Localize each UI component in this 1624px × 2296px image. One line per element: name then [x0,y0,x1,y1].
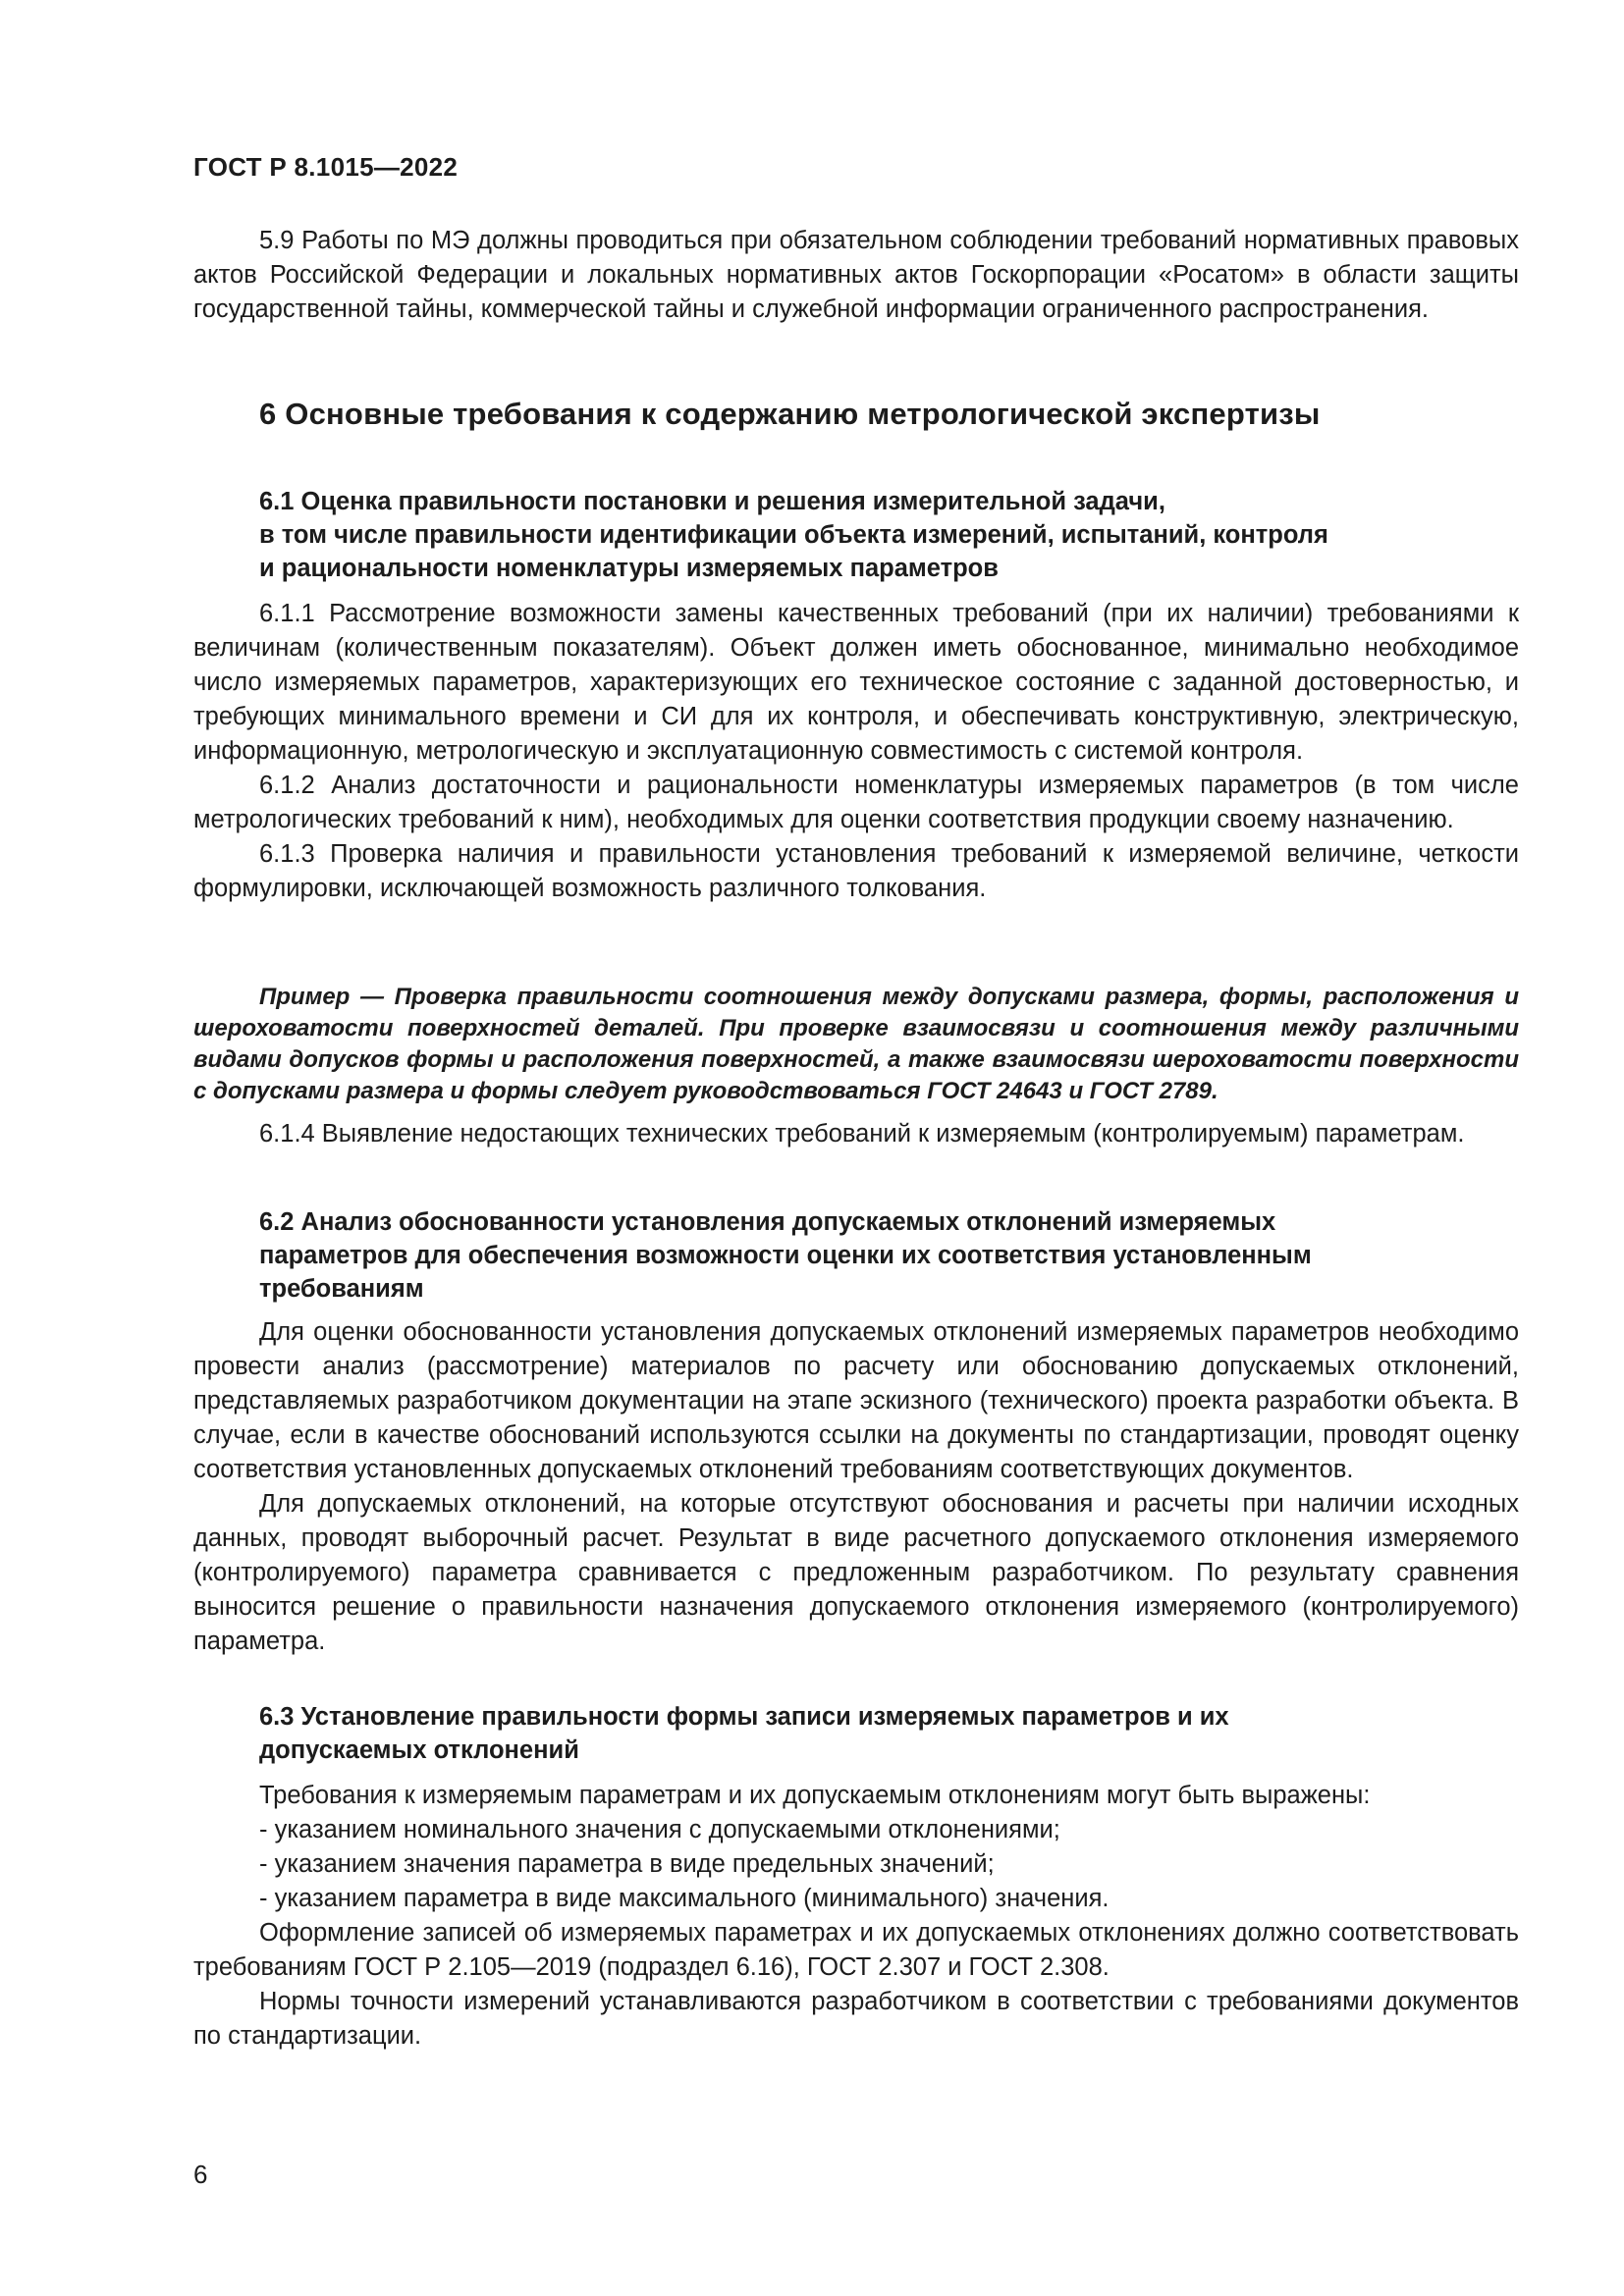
paragraph-6-1-4: 6.1.4 Выявление недостающих технических требований к измеряемым (контролируемым) параметрам. [259,1120,1465,1148]
list-item: - указанием номинального значения с допускаемыми отклонениями; [259,1816,1060,1843]
section-6-2-body [193,1315,1519,1659]
example-block [193,982,1519,1107]
section-6-3-body [193,1779,1519,2054]
paragraph-6-3-b: Оформление записей об измеряемых параметрах и их допускаемых отклонениях должно соответствовать требованиям ГОСТ Р 2.105—2019 (подраздел 6.16), ГОСТ 2.307 и ГОСТ 2.308. [193,1919,1519,1981]
section-6-1-heading-line3: и рациональности номенклатуры измеряемых параметров [259,555,999,582]
paragraph-6-3-a: Требования к измеряемым параметрам и их допускаемым отклонениям могут быть выражены: [259,1782,1371,1809]
example-text: Пример — Проверка правильности соотношения между допусками размера, формы, расположения и шероховатости поверхностей деталей. При проверке взаимосвязи и соотношения между различными видами допусков формы и расположения поверхностей, а также взаимосвязи шероховатости поверхности с допусками размера и формы следует руководствоваться ГОСТ 24643 и ГОСТ 2789. [193,984,1519,1104]
section-6-1-heading-line1: 6.1 Оценка правильности постановки и решения измерительной задачи, [259,488,1165,515]
section-6-2-heading-line3: требованиям [259,1275,424,1303]
paragraph-6-2-b: Для допускаемых отклонений, на которые отсутствуют обоснования и расчеты при наличии исходных данных, проводят выборочный расчет. Результат в виде расчетного допускаемого отклонения измеряемого (контролируемого) параметра сравнивается с предложенным разработчиком. По результату сравнения выносится решение о правильности назначения допускаемого отклонения измеряемого (контролируемого) параметра. [193,1490,1519,1655]
section-6-3-heading [193,1700,1519,1767]
paragraph-6-1-4-block [193,1117,1519,1151]
paragraph-6-2-a: Для оценки обоснованности установления допускаемых отклонений измеряемых параметров необходимо провести анализ (рассмотрение) материалов по расчету или обоснованию допускаемых отклонений, представляемых разработчиком документации на этапе эскизного (технического) проекта разработки объекта. В случае, если в качестве обоснований используются ссылки на документы по стандартизации, проводят оценку соответствия установленных допускаемых отклонений требованиям соответствующих документов. [193,1318,1519,1483]
section-6-1-heading [193,485,1519,585]
section-6-1-heading-line2: в том числе правильности идентификации объекта измерений, испытаний, контроля [259,521,1328,549]
section-6-title: 6 Основные требования к содержанию метрологической экспертизы [259,397,1321,431]
section-6-1-body [193,597,1519,906]
section-6-2-heading-line2: параметров для обеспечения возможности оценки их соответствия установленным [259,1242,1312,1269]
page-number: 6 [193,2160,208,2189]
paragraph-6-1-3: 6.1.3 Проверка наличия и правильности установления требований к измеряемой величине, четкости формулировки, исключающей возможность различного толкования. [193,840,1519,902]
list-item: - указанием значения параметра в виде предельных значений; [259,1850,995,1878]
paragraph-6-1-1: 6.1.1 Рассмотрение возможности замены качественных требований (при их наличии) требованиями к величинам (количественным показателям). Объект должен иметь обоснованное, минимально необходимое число измеряемых параметров, характеризующих его техническое состояние с заданной достоверностью, и требующих минимального времени и СИ для их контроля, и обеспечивать конструктивную, электрическую, информационную, метрологическую и эксплуатационную совместимость с системой контроля. [193,600,1519,765]
document-header: ГОСТ Р 8.1015—2022 [193,152,459,182]
list-item: - указанием параметра в виде максимального (минимального) значения. [259,1885,1110,1912]
section-6-3-heading-line1: 6.3 Установление правильности формы записи измеряемых параметров и их [259,1703,1229,1731]
section-6-3-heading-line2: допускаемых отклонений [259,1736,579,1764]
paragraph-5-9-block [193,224,1519,327]
section-6-2-heading-line1: 6.2 Анализ обоснованности установления допускаемых отклонений измеряемых [259,1208,1276,1236]
section-6-2-heading [193,1205,1519,1306]
paragraph-6-1-2: 6.1.2 Анализ достаточности и рациональности номенклатуры измеряемых параметров (в том числе метрологических требований к ним), необходимых для оценки соответствия продукции своему назначению. [193,772,1519,833]
paragraph-6-3-c: Нормы точности измерений устанавливаются разработчиком в соответствии с требованиями документов по стандартизации. [193,1988,1519,2050]
paragraph-5-9: 5.9 Работы по МЭ должны проводиться при обязательном соблюдении требований нормативных правовых актов Российской Федерации и локальных нормативных актов Госкорпорации «Росатом» в области защиты государственной тайны, коммерческой тайны и служебной информации ограниченного распространения. [193,227,1519,323]
